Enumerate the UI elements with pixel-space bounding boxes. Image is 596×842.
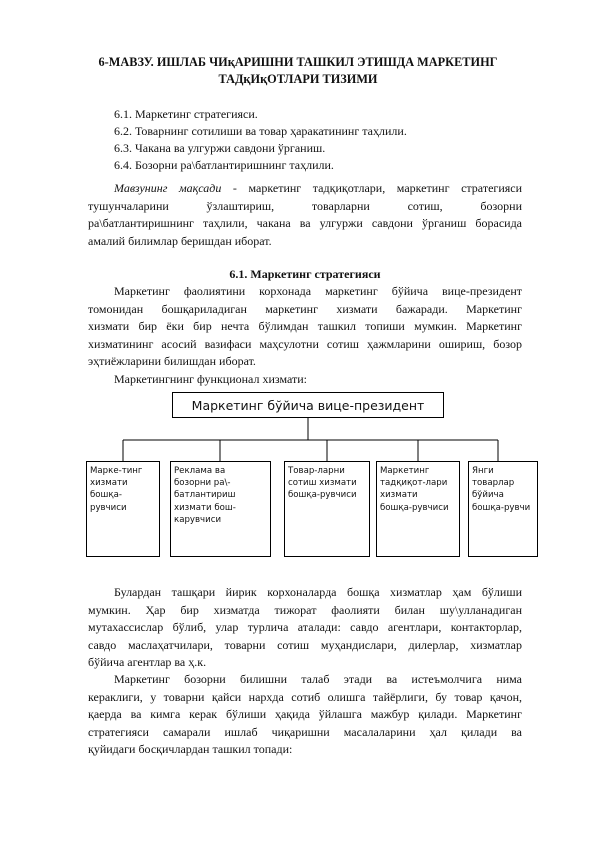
toc-item: 6.1. Маркетинг стратегияси. — [114, 107, 258, 121]
paragraph-line: мутахассислар бўлиб, улар турлича аталади: савдо агентлари, контакторлар, — [88, 620, 522, 634]
toc-item: 6.4. Бозорни ра\батлантиришнинг таҳлили. — [114, 158, 334, 172]
table-of-contents — [114, 106, 407, 174]
section-line: хизмати бир ёки бир нечта бўлимдан ташкил топиши мумкин. Маркетинг — [88, 319, 522, 333]
org-box-new-products: Янги товарлар бўйича бошқа-рувчи — [468, 461, 538, 557]
vp-marketing-box: Маркетинг бўйича вице-президент — [172, 392, 444, 418]
goal-line: тушунчаларини ўзлаштириш, товарларни сотиш, бозорни — [88, 198, 522, 213]
goal-line: амалий билимлар беришдан иборат. — [88, 233, 272, 248]
org-box-marketing-service: Марке-тинг хизмати бошқа- рувчиси — [86, 461, 160, 557]
org-box-sales-service: Товар-ларни сотиш хизмати бошқа-рувчиси — [284, 461, 370, 557]
page-title — [70, 54, 526, 88]
goal-line: Мавзунинг мақсади - маркетинг тадқиқотлари, маркетинг стратегияси — [114, 181, 523, 195]
paragraph-line: бўйича агентлар ва ҳ.к. — [88, 655, 207, 669]
toc-item: 6.2. Товарнинг сотилиши ва товар ҳаракатининг таҳлили. — [114, 124, 407, 138]
title-line-2: ТАДқИқОТЛАРИ ТИЗИМИ — [218, 72, 378, 86]
market-knowledge-paragraph — [88, 671, 522, 759]
section-paragraph — [88, 283, 522, 388]
org-box-advertising-service: Реклама ва бозорни ра\- батлантириш хизмати бош- карувчиси — [170, 461, 271, 557]
paragraph-line: кераклиги, у товарни қайси нархда сотиб олишга тайёрлиги, бу товар қачон, — [88, 689, 522, 704]
section-line: томонидан бошқариладиган маркетинг хизмати бажаради. Маркетинг — [88, 301, 522, 316]
section-line: Маркетинг фаолиятини корхонада маркетинг бўйича вице-президент — [114, 284, 522, 298]
goal-label: Мавзунинг мақсади — [114, 181, 222, 195]
paragraph-line: қуйидаги босқичлардан ташкил топади: — [88, 742, 293, 756]
title-line-1: 6-МАВЗУ. ИШЛАБ ЧИқАРИШНИ ТАШКИЛ ЭТИШДА МАРКЕТИНГ — [98, 55, 498, 69]
paragraph-line: Маркетинг бозорни билишни талаб этади ва истеъмолчига нима — [114, 672, 522, 686]
paragraph-line: мумкин. Ҳар бир хизматда тижорат фаолияти билан шу\улланадиган — [88, 602, 522, 617]
paragraph-line: Булардан ташқари йирик корхоналарда бошқа хизматлар ҳам бўлиши — [114, 585, 522, 599]
paragraph-line: савдо маслаҳатчилари, товарни сотиш муҳандислари, дилерлар, хизматлар — [88, 637, 522, 652]
section-line: хизматининг асосий вазифаси маҳсулотни сотиш ҳажмларини ошириш, бозор — [88, 336, 522, 351]
goal-paragraph — [88, 180, 522, 250]
paragraph-line: стратегияси самарали ишлаб чиқаришни масалаларини ҳал қилади ва — [88, 724, 522, 739]
section-line: эҳтиёжларини билишдан иборат. — [88, 354, 256, 368]
paragraph-line: қаерда ва кимга керак бўлиши ҳақида ўйлашга мажбур қилади. Маркетинг — [88, 707, 522, 721]
toc-item: 6.3. Чакана ва улгуржи савдони ўрганиш. — [114, 141, 326, 155]
org-box-research-service: Маркетинг тадқиқот-лари хизмати бошқа-рувчиси — [376, 461, 460, 557]
goal-line: ра\батлантиришнинг таҳлили, чакана ва улгуржи савдони ўрганиш борасида — [88, 216, 522, 230]
functional-service-intro: Маркетингнинг функционал хизмати: — [114, 371, 307, 386]
other-services-paragraph — [88, 584, 522, 672]
section-heading: 6.1. Маркетинг стратегияси — [229, 267, 381, 281]
